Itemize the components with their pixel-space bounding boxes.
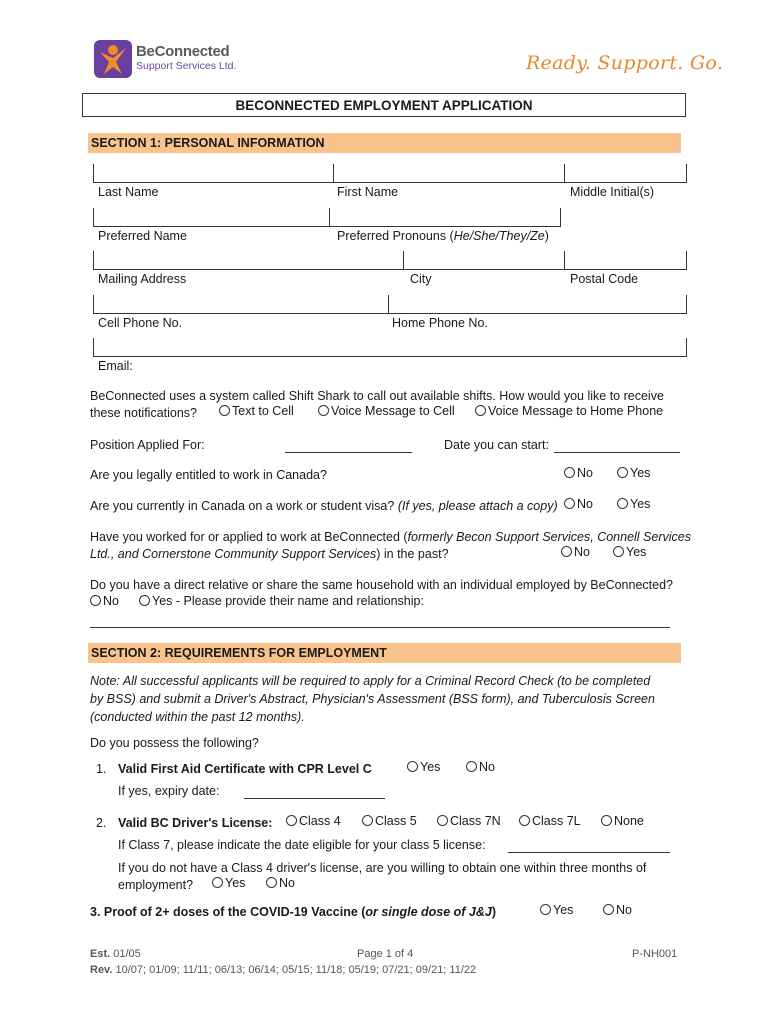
section-1-heading: SECTION 1: PERSONAL INFORMATION [88, 133, 681, 153]
email-label: Email: [98, 359, 133, 373]
class-4-yes-option[interactable]: Yes [212, 876, 245, 890]
relative-question: Do you have a direct relative or share the same household with an individual employed by BeConnected? [90, 578, 673, 592]
footer-page-number: Page 1 of 4 [357, 948, 414, 960]
field-tick [564, 164, 565, 182]
legal-no-option[interactable]: No [564, 466, 593, 480]
radio-icon[interactable] [475, 405, 486, 416]
class-4-no-option[interactable]: No [266, 876, 295, 890]
field-tick [560, 208, 561, 226]
expiry-date-field[interactable] [244, 798, 385, 799]
radio-icon[interactable] [564, 467, 575, 478]
relative-yes-option[interactable]: Yes - Please provide their name and relationship: [139, 594, 424, 608]
class-4-option[interactable]: Class 4 [286, 814, 341, 828]
relative-no-option[interactable]: No [90, 594, 119, 608]
radio-icon[interactable] [564, 498, 575, 509]
radio-icon[interactable] [613, 546, 624, 557]
radio-icon[interactable] [603, 904, 614, 915]
logo-figure-icon [92, 38, 134, 80]
last-name-label: Last Name [98, 185, 159, 199]
class-4-question: If you do not have a Class 4 driver's license, are you willing to obtain one within three months of [118, 861, 647, 875]
form-title: BECONNECTED EMPLOYMENT APPLICATION [82, 93, 686, 117]
pronouns-label: Preferred Pronouns (He/She/They/Ze) [337, 229, 549, 243]
note-line-1: Note: All successful applicants will be required to apply for a Criminal Record Check (to be completed [90, 674, 651, 688]
visa-question: Are you currently in Canada on a work or student visa? (If yes, please attach a copy) [90, 499, 558, 513]
footer-form-code: P-NH001 [632, 948, 678, 960]
radio-icon[interactable] [362, 815, 373, 826]
radio-icon[interactable] [617, 467, 628, 478]
license-none-option[interactable]: None [601, 814, 644, 828]
worked-no-option[interactable]: No [561, 545, 590, 559]
home-phone-label: Home Phone No. [392, 316, 488, 330]
logo-subtitle: Support Services Ltd. [136, 60, 237, 72]
covid-yes-option[interactable]: Yes [540, 903, 573, 917]
radio-icon[interactable] [318, 405, 329, 416]
field-tick [93, 208, 94, 226]
shift-shark-question-cont: these notifications? [90, 406, 198, 420]
mailing-address-label: Mailing Address [98, 272, 187, 286]
phone-row-line[interactable] [93, 313, 687, 314]
worked-question-cont: Ltd., and Cornerstone Community Support Services) in the past? [90, 547, 449, 561]
field-tick [93, 251, 94, 269]
class-7l-option[interactable]: Class 7L [519, 814, 581, 828]
radio-icon[interactable] [540, 904, 551, 915]
field-tick [93, 295, 94, 313]
field-tick [93, 164, 94, 182]
first-aid-label: Valid First Aid Certificate with CPR Level C [118, 762, 372, 776]
radio-icon[interactable] [601, 815, 612, 826]
middle-initial-label: Middle Initial(s) [570, 185, 655, 199]
radio-icon[interactable] [519, 815, 530, 826]
option-voice-to-cell[interactable]: Voice Message to Cell [318, 404, 455, 418]
field-tick [686, 338, 687, 356]
field-tick [564, 251, 565, 269]
tagline: Ready. Support. Go. [526, 52, 724, 74]
company-logo [92, 38, 252, 82]
field-tick [333, 164, 334, 182]
worked-question: Have you worked for or applied to work at BeConnected (formerly Becon Support Services, Connell Services [90, 530, 691, 544]
radio-icon[interactable] [407, 761, 418, 772]
preferred-row-line[interactable] [93, 226, 561, 227]
radio-icon[interactable] [219, 405, 230, 416]
visa-yes-option[interactable]: Yes [617, 497, 650, 511]
radio-icon[interactable] [286, 815, 297, 826]
legal-yes-option[interactable]: Yes [617, 466, 650, 480]
radio-icon[interactable] [437, 815, 448, 826]
section-2-heading: SECTION 2: REQUIREMENTS FOR EMPLOYMENT [88, 643, 681, 663]
shift-shark-question: BeConnected uses a system called Shift Shark to call out available shifts. How would you like to receive [90, 389, 664, 403]
logo-name: BeConnected [136, 43, 230, 60]
city-label: City [410, 272, 432, 286]
worked-yes-option[interactable]: Yes [613, 545, 646, 559]
email-row-line[interactable] [93, 356, 687, 357]
note-line-2: by BSS) and submit a Driver's Abstract, Physician's Assessment (BSS form), and Tuberculosis Screen [90, 692, 655, 706]
radio-icon[interactable] [139, 595, 150, 606]
radio-icon[interactable] [466, 761, 477, 772]
first-aid-no-option[interactable]: No [466, 760, 495, 774]
position-applied-label: Position Applied For: [90, 438, 205, 452]
footer-established: Est. 01/05 [90, 948, 141, 960]
class-7n-option[interactable]: Class 7N [437, 814, 501, 828]
class-5-eligible-date-field[interactable] [508, 852, 670, 853]
footer-revisions: Rev. 10/07; 01/09; 11/11; 06/13; 06/14; 05/15; 11/18; 05/19; 07/21; 09/21; 11/22 [90, 964, 477, 976]
field-tick [329, 208, 330, 226]
class-4-question-cont: employment? [118, 878, 194, 892]
class-7-question: If Class 7, please indicate the date eligible for your class 5 license: [118, 838, 486, 852]
field-tick [403, 251, 404, 269]
field-tick [686, 251, 687, 269]
covid-vaccine-label: 3. Proof of 2+ doses of the COVID-19 Vaccine (or single dose of J&J) [90, 905, 497, 919]
option-text-to-cell[interactable]: Text to Cell [219, 404, 294, 418]
first-aid-yes-option[interactable]: Yes [407, 760, 440, 774]
radio-icon[interactable] [617, 498, 628, 509]
date-start-field[interactable] [554, 452, 680, 453]
note-line-3: (conducted within the past 12 months). [90, 710, 305, 724]
field-tick [93, 338, 94, 356]
possess-question: Do you possess the following? [90, 736, 259, 750]
option-voice-to-home[interactable]: Voice Message to Home Phone [475, 404, 663, 418]
legal-question: Are you legally entitled to work in Canada? [90, 468, 327, 482]
first-name-label: First Name [337, 185, 399, 199]
address-row-line[interactable] [93, 269, 687, 270]
name-row-line[interactable] [93, 182, 687, 183]
covid-no-option[interactable]: No [603, 903, 632, 917]
field-tick [686, 295, 687, 313]
postal-code-label: Postal Code [570, 272, 639, 286]
radio-icon[interactable] [212, 877, 223, 888]
cell-phone-label: Cell Phone No. [98, 316, 183, 330]
relative-details-field[interactable] [90, 627, 670, 628]
item-1-number: 1. [96, 762, 107, 776]
preferred-name-label: Preferred Name [98, 229, 187, 243]
class-5-option[interactable]: Class 5 [362, 814, 417, 828]
drivers-license-label: Valid BC Driver's License: [118, 816, 273, 830]
date-start-label: Date you can start: [444, 438, 549, 452]
visa-no-option[interactable]: No [564, 497, 593, 511]
item-2-number: 2. [96, 816, 107, 830]
field-tick [686, 164, 687, 182]
expiry-date-label: If yes, expiry date: [118, 784, 220, 798]
field-tick [388, 295, 389, 313]
radio-icon[interactable] [561, 546, 572, 557]
radio-icon[interactable] [266, 877, 277, 888]
radio-icon[interactable] [90, 595, 101, 606]
position-applied-field[interactable] [285, 452, 412, 453]
